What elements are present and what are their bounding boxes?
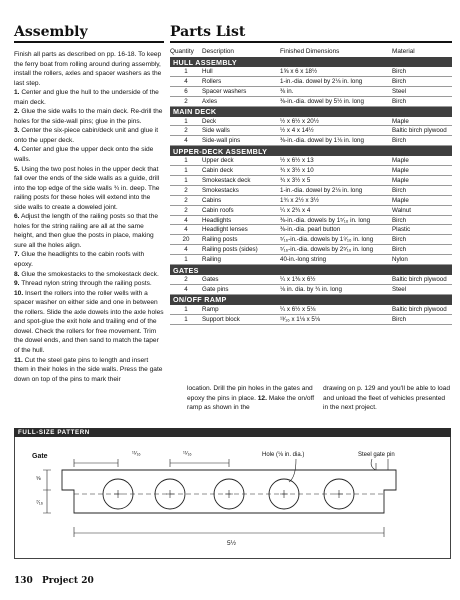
assembly-steps <box>14 88 164 384</box>
hole-callout: Hole (⅛ in. dia.) <box>262 452 305 458</box>
step-number: 6. <box>14 213 20 221</box>
step-text: Thread nylon string through the railing posts. <box>21 280 152 288</box>
table-row <box>170 156 452 165</box>
parts-heading-rule <box>170 41 452 43</box>
table-row <box>170 215 452 225</box>
step-number: 9. <box>14 280 20 288</box>
cell-material: Birch <box>392 76 452 86</box>
table-row <box>170 284 452 294</box>
section-title: ON/OFF RAMP <box>170 294 452 305</box>
cell-material: Birch <box>392 185 452 195</box>
cell-description: Cabin roofs <box>202 205 280 215</box>
assembly-step <box>14 279 164 289</box>
col-material: Material <box>392 48 415 55</box>
table-row <box>170 117 452 126</box>
cell-dimensions: 1⅝ x 6 x 18½ <box>280 67 392 76</box>
step-text: Glue the side walls to the main deck. Re-drill the holes for the side-wall pins; glue in the pins. <box>14 108 163 125</box>
cell-dimensions: ⅜ in. <box>280 86 392 96</box>
cell-quantity: 1 <box>170 166 202 176</box>
table-row <box>170 185 452 195</box>
cell-description: Side-wall pins <box>202 136 280 146</box>
cell-quantity: 4 <box>170 136 202 146</box>
section-header <box>170 106 452 117</box>
assembly-step <box>14 126 164 145</box>
parts-table <box>170 48 452 325</box>
cell-quantity: 1 <box>170 305 202 314</box>
cell-quantity: 1 <box>170 117 202 126</box>
cell-description: Side walls <box>202 126 280 136</box>
cell-description: Upper deck <box>202 156 280 165</box>
cell-description: Gate pins <box>202 284 280 294</box>
col-dimensions: Finished Dimensions <box>280 48 340 55</box>
table-row <box>170 126 452 136</box>
dim-top-a: ¹¹⁄₁₆ <box>132 451 141 457</box>
assembly-step <box>14 356 164 385</box>
page-number: 130 <box>14 576 33 586</box>
cell-dimensions: 1-in.-dia. dowel by 2⅛ in. long <box>280 76 392 86</box>
table-row <box>170 67 452 76</box>
section-header <box>170 265 452 276</box>
bottom-dimension <box>74 527 384 537</box>
cell-material: Maple <box>392 166 452 176</box>
cell-description: Axles <box>202 96 280 106</box>
cell-material: Baltic birch plywood <box>392 275 452 284</box>
section-title: MAIN DECK <box>170 106 452 117</box>
cell-material: Maple <box>392 117 452 126</box>
parts-heading: Parts List <box>170 24 246 40</box>
step-text: Glue the headlights to the cabin roofs with epoxy. <box>14 251 145 269</box>
table-row <box>170 225 452 235</box>
dim-side-b: ⁷⁄₁₆ <box>36 500 43 506</box>
cell-material: Maple <box>392 176 452 186</box>
cell-description: Hull <box>202 67 280 76</box>
dim-top-b: ¹¹⁄₁₆ <box>183 451 192 457</box>
cell-dimensions: ⅛ in. dia. by ¾ in. long <box>280 284 392 294</box>
table-row <box>170 275 452 284</box>
cell-description: Gates <box>202 275 280 284</box>
cell-dimensions: ¼ x 6½ x 5⅛ <box>280 305 392 314</box>
cell-material: Plastic <box>392 225 452 235</box>
cell-quantity: 4 <box>170 245 202 255</box>
step-number: 5. <box>14 165 20 173</box>
cell-quantity: 6 <box>170 86 202 96</box>
cell-quantity: 2 <box>170 195 202 205</box>
col-description: Description <box>202 48 234 55</box>
text-column-3: drawing on p. 129 and you'll be able to load and unload the fleet of vehicles presented in the next project. <box>323 385 451 412</box>
cell-description: Ramp <box>202 305 280 314</box>
cell-quantity: 2 <box>170 185 202 195</box>
cell-material: Steel <box>392 86 452 96</box>
cell-dimensions: ⅜-in.-dia. dowels by 1⁵⁄₁₆ in. long <box>280 215 392 225</box>
table-row <box>170 235 452 245</box>
pin-leader <box>371 459 376 470</box>
assembly-step <box>14 270 164 280</box>
step-text: Adjust the length of the railing posts so that the holes for the string railing are all at the same height, and then glue the posts in place, making sure all the holes align. <box>14 213 159 249</box>
step-number: 3. <box>14 127 20 135</box>
step-text: Cut the steel gate pins to length and insert them in their holes in the side walls. Press the gate down on top of the pins to mark their <box>14 356 163 383</box>
table-row <box>170 245 452 255</box>
table-row <box>170 195 452 205</box>
step-number: 8. <box>14 270 20 278</box>
cell-dimensions: ⅜-in.-dia. pearl button <box>280 225 392 235</box>
table-row <box>170 96 452 106</box>
cell-dimensions: ¹³⁄₁₆ x 1⅛ x 5⅛ <box>280 314 392 324</box>
cell-material: Birch <box>392 136 452 146</box>
table-row <box>170 205 452 215</box>
assembly-step <box>14 250 164 269</box>
table-row <box>170 136 452 146</box>
cell-material: Walnut <box>392 205 452 215</box>
cell-dimensions: 40-in.-long string <box>280 255 392 265</box>
cell-description: Cabins <box>202 195 280 205</box>
cell-dimensions: ⁵⁄₁₆-in.-dia. dowels by 1⁹⁄₁₆ in. long <box>280 235 392 245</box>
parts-header-row <box>170 48 452 57</box>
step-text: Center and glue the upper deck onto the side walls. <box>14 146 154 164</box>
step-text: Using the two post holes in the upper deck that fall over the ends of the side walls as a guide, drill into the top edge of the side walls ¾ in. deep. The railing posts for these holes will extend into the side walls to create a doweled joint. <box>14 165 160 211</box>
step12-text: Make the on/off ramp as shown in the <box>187 394 315 412</box>
assembly-instructions <box>14 50 164 384</box>
cell-description: Spacer washers <box>202 86 280 96</box>
cell-quantity: 1 <box>170 176 202 186</box>
assembly-step <box>14 165 164 213</box>
cell-material: Steel <box>392 284 452 294</box>
step-text: Center the six-piece cabin/deck unit and glue it onto the upper deck. <box>14 127 159 144</box>
table-row <box>170 176 452 186</box>
cell-material: Birch <box>392 67 452 76</box>
hole-leader <box>289 459 296 482</box>
page-footer <box>14 576 94 586</box>
assembly-heading-rule <box>14 41 164 43</box>
cell-dimensions: ¼ x 1⅜ x 6½ <box>280 275 392 284</box>
assembly-step <box>14 88 164 107</box>
cell-dimensions: ¾ x 3½ x 5 <box>280 176 392 186</box>
text-column-2 <box>187 384 317 413</box>
dim-side-a: ⅝ <box>36 476 41 482</box>
dim-bottom: 5½ <box>227 540 237 547</box>
step12-number: 12. <box>257 394 267 402</box>
step-text: Glue the smokestacks to the smokestack deck. <box>21 270 159 278</box>
table-row <box>170 86 452 96</box>
cell-description: Cabin deck <box>202 166 280 176</box>
cell-description: Support block <box>202 314 280 324</box>
cell-quantity: 20 <box>170 235 202 245</box>
section-title: UPPER-DECK ASSEMBLY <box>170 146 452 157</box>
section-header <box>170 294 452 305</box>
cell-dimensions: ¾ x 3½ x 10 <box>280 166 392 176</box>
cell-dimensions: ⁵⁄₁₆-in.-dia. dowels by 2⁵⁄₁₆ in. long <box>280 245 392 255</box>
assembly-intro: Finish all parts as described on pp. 16-18. To keep the ferry boat from rolling around during assembly, install the rollers, axles and spacer washers as the last step. <box>14 51 162 87</box>
cell-dimensions: 1¾ x 2½ x 3½ <box>280 195 392 205</box>
cell-material: Baltic birch plywood <box>392 305 452 314</box>
step-number: 1. <box>14 89 20 97</box>
assembly-step <box>14 107 164 126</box>
cell-description: Railing posts (sides) <box>202 245 280 255</box>
step-number: 7. <box>14 251 20 259</box>
cell-material: Birch <box>392 215 452 225</box>
cell-dimensions: ½ x 6½ x 20½ <box>280 117 392 126</box>
cell-description: Railing <box>202 255 280 265</box>
table-row <box>170 166 452 176</box>
step-number: 4. <box>14 146 20 154</box>
cell-quantity: 2 <box>170 275 202 284</box>
cell-material: Nylon <box>392 255 452 265</box>
cell-description: Deck <box>202 117 280 126</box>
col2-text: location. Drill the pin holes in the gates and epoxy the pins in place. <box>187 385 313 402</box>
assembly-step <box>14 212 164 250</box>
cell-description: Smokestack deck <box>202 176 280 186</box>
step-text: Insert the rollers into the roller wells with a spacer washer on either side and one in between the rollers. Slide the axle dowels into the axle holes and spot-glue the exit hole and trailing end of the dowel. Check the rollers for free movement. Trim the dowel ends, and then sand to match the taper of the hull. <box>14 289 164 354</box>
section-title: HULL ASSEMBLY <box>170 57 452 67</box>
cell-material: Maple <box>392 195 452 205</box>
cell-description: Rollers <box>202 76 280 86</box>
cell-quantity: 1 <box>170 314 202 324</box>
step-number: 11. <box>14 356 23 364</box>
table-row <box>170 314 452 324</box>
cell-material: Birch <box>392 235 452 245</box>
cell-dimensions: ⅜-in.-dia. dowel by 5½ in. long <box>280 96 392 106</box>
cell-quantity: 2 <box>170 126 202 136</box>
section-header <box>170 146 452 157</box>
cell-quantity: 2 <box>170 96 202 106</box>
assembly-step <box>14 289 164 356</box>
step-number: 10. <box>14 289 24 297</box>
pin-callout: Steel gate pin <box>358 452 395 458</box>
cell-material: Birch <box>392 314 452 324</box>
cell-quantity: 4 <box>170 76 202 86</box>
cell-material: Birch <box>392 96 452 106</box>
assembly-step <box>14 145 164 164</box>
cell-quantity: 4 <box>170 284 202 294</box>
cell-quantity: 1 <box>170 67 202 76</box>
col-quantity: Quantity <box>170 48 194 55</box>
cell-description: Headlights <box>202 215 280 225</box>
cell-material: Maple <box>392 156 452 165</box>
gate-label: Gate <box>32 453 48 460</box>
cell-description: Railing posts <box>202 235 280 245</box>
cell-quantity: 4 <box>170 225 202 235</box>
parts-body <box>170 57 452 324</box>
cell-dimensions: 1-in.-dia. dowel by 2⅛ in. long <box>280 185 392 195</box>
cell-dimensions: ⅜-in.-dia. dowel by 1⅛ in. long <box>280 136 392 146</box>
section-title: GATES <box>170 265 452 276</box>
cell-quantity: 1 <box>170 255 202 265</box>
assembly-heading: Assembly <box>14 24 88 40</box>
cell-material: Birch <box>392 245 452 255</box>
step-number: 2. <box>14 108 20 116</box>
cell-dimensions: ¼ x 2¾ x 4 <box>280 205 392 215</box>
cell-dimensions: ½ x 6½ x 13 <box>280 156 392 165</box>
section-header <box>170 57 452 67</box>
table-row <box>170 305 452 314</box>
table-row <box>170 255 452 265</box>
step-text: Center and glue the hull to the underside of the main deck. <box>14 89 159 106</box>
pattern-title-bar: FULL-SIZE PATTERN <box>14 428 451 437</box>
cell-description: Headlight lenses <box>202 225 280 235</box>
cell-material: Baltic birch plywood <box>392 126 452 136</box>
project-label: Project 20 <box>41 576 94 586</box>
cell-dimensions: ½ x 4 x 14½ <box>280 126 392 136</box>
table-row <box>170 76 452 86</box>
cell-quantity: 1 <box>170 156 202 165</box>
cell-description: Smokestacks <box>202 185 280 195</box>
cell-quantity: 4 <box>170 215 202 225</box>
cell-quantity: 2 <box>170 205 202 215</box>
